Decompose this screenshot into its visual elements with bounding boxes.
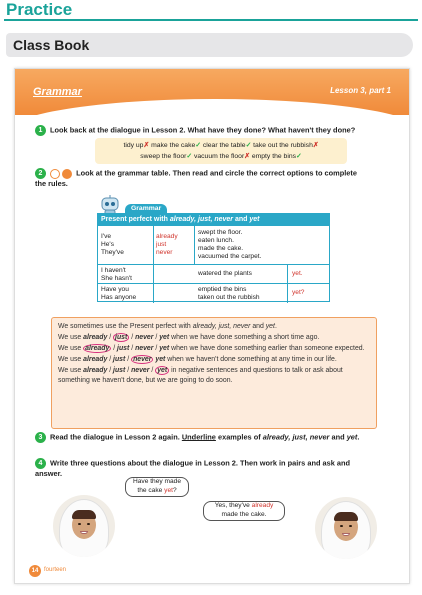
task-3: 3 Read the dialogue in Lesson 2 again. Underline examples of already, just, never and yet. — [35, 432, 365, 443]
row1-actions: swept the floor. eaten lunch. made the cake. vacuumed the carpet. — [198, 229, 262, 260]
table-row — [98, 264, 329, 283]
lesson-label: Lesson 3, part 1 — [330, 86, 391, 95]
cross-icon: ✗ — [143, 142, 150, 149]
class-book-title: Class Book — [13, 37, 90, 53]
speech-bubble-answer: Yes, they've already made the cake. — [203, 501, 285, 521]
grammar-box-label: Grammar — [125, 204, 167, 213]
row1-adverbs: already just never — [156, 233, 178, 256]
play-icon — [62, 169, 72, 179]
row2-action: watered the plants — [198, 270, 252, 277]
book-page — [14, 68, 410, 584]
task-number-1: 1 — [35, 125, 46, 136]
cross-icon: ✗ — [244, 153, 250, 160]
grammar-table — [97, 213, 330, 302]
tick-icon: ✓ — [195, 142, 201, 149]
row3-actions: emptied the bins taken out the rubbish — [198, 286, 260, 301]
speech-bubble-question: Have they made the cake yet? — [125, 477, 189, 497]
word-line-1 — [95, 140, 347, 151]
word-item: clear the table — [202, 142, 246, 149]
word-item: empty the bins — [251, 153, 297, 160]
page-number: 14 — [29, 565, 41, 577]
tick-icon: ✓ — [186, 153, 193, 160]
row3-subjects: Have you Has anyone — [101, 286, 137, 301]
table-row — [98, 226, 329, 264]
task-number-4: 4 — [35, 458, 46, 469]
task-2 — [35, 168, 365, 189]
row1-subjects: I've He's They've — [101, 233, 124, 256]
word-item: take out the rubbish — [253, 142, 313, 149]
grammar-table-title: Present perfect with already, just, never and yet — [98, 214, 329, 226]
row2-subjects: I haven't She hasn't — [101, 267, 132, 282]
row2-adverb: yet. — [292, 270, 303, 277]
circled-answer[interactable]: never — [133, 356, 152, 364]
task-1 — [35, 125, 395, 136]
activity-icons — [50, 168, 74, 178]
task-1-text: Look back at the dialogue in Lesson 2. What have they done? What haven't they done? — [50, 125, 356, 135]
task-4-text: Write three questions about the dialogue in Lesson 2. Then work in pairs and ask and answer. — [35, 458, 351, 478]
circled-answer[interactable]: already — [85, 345, 110, 353]
task-number-2: 2 — [35, 168, 46, 179]
think-icon — [50, 169, 60, 179]
task-4 — [35, 458, 365, 479]
circled-answer[interactable]: yet — [157, 367, 168, 375]
word-item: vacuum the floor — [193, 153, 245, 160]
student-girl-photo — [315, 497, 377, 559]
rule-3: We use already / just / never yet when we haven't done something at any time in our life. — [58, 356, 337, 364]
circled-answer[interactable]: just — [115, 334, 128, 342]
rule-4: We use already / just / never / yet in negative sentences and questions to talk or ask about something we haven't done, but we are going to do soon. — [58, 367, 343, 384]
task-number-3: 3 — [35, 432, 46, 443]
rule-intro: We sometimes use the Present perfect with already, just, never and yet. — [58, 323, 277, 330]
cross-icon: ✗ — [312, 142, 319, 149]
page-number-word: fourteen — [44, 567, 67, 573]
rule-2: We use already / just / never / yet when we have done something earlier than someone expected. — [58, 345, 365, 353]
word-list-box — [95, 138, 347, 164]
word-item: tidy up — [123, 142, 144, 149]
word-item: make the cake — [151, 142, 196, 149]
word-item: sweep the floor — [140, 153, 187, 160]
task-2-text: Look at the grammar table. Then read and circle the correct options to complete the rules. — [35, 168, 357, 188]
tick-icon: ✓ — [296, 153, 302, 160]
student-girl-photo — [53, 495, 115, 557]
word-line-2 — [95, 151, 347, 162]
rule-1: We use already / just / never / yet when we have done something a short time ago. — [58, 334, 320, 342]
practice-heading: Practice — [6, 0, 73, 19]
practice-divider — [4, 19, 418, 21]
tick-icon: ✓ — [245, 142, 252, 149]
rules-box — [51, 317, 377, 429]
row3-adverb: yet? — [292, 289, 305, 296]
table-row — [98, 283, 329, 303]
section-title: Grammar — [33, 86, 82, 98]
